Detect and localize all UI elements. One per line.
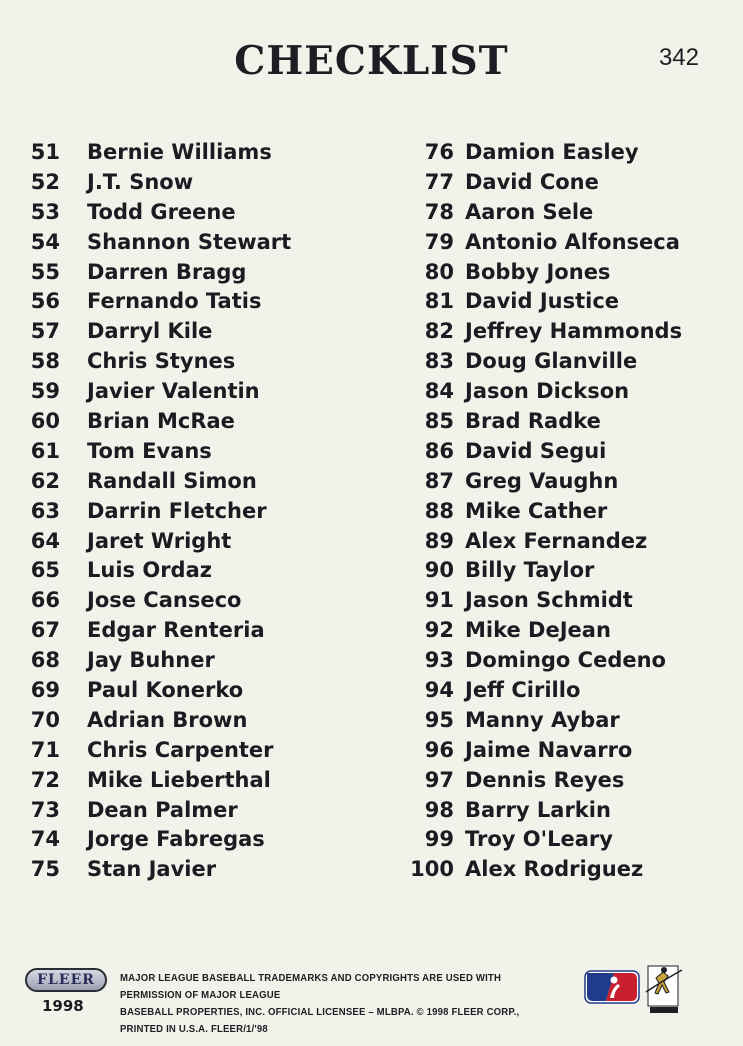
- checklist-row: [30, 585, 291, 615]
- checklist-row: [30, 376, 291, 406]
- player-name: Troy O'Leary: [465, 827, 613, 852]
- card-entry-number: 61: [30, 438, 60, 463]
- card-entry-number: 96: [424, 737, 454, 762]
- checklist-row: [30, 705, 291, 735]
- card-entry-number: 62: [30, 468, 60, 493]
- card-entry-number: 54: [30, 229, 60, 254]
- checklist-row: [30, 824, 291, 854]
- player-name: Jay Buhner: [87, 648, 215, 673]
- player-name: Randall Simon: [87, 468, 257, 493]
- player-name: Todd Greene: [87, 199, 236, 224]
- card-entry-number: 64: [30, 528, 60, 553]
- page-title: CHECKLIST: [234, 38, 509, 84]
- legal-text: [120, 970, 543, 1038]
- checklist-row: [408, 227, 682, 257]
- checklist-row: [408, 197, 682, 227]
- card-entry-number: 59: [30, 379, 60, 404]
- card-entry-number: 97: [424, 767, 454, 792]
- checklist-row: [408, 376, 682, 406]
- card-entry-number: 60: [30, 408, 60, 433]
- checklist-row: [30, 735, 291, 765]
- card-entry-number: 93: [424, 648, 454, 673]
- card-entry-number: 72: [30, 767, 60, 792]
- checklist-row: [30, 227, 291, 257]
- checklist-row: [30, 197, 291, 227]
- player-name: David Segui: [465, 438, 607, 463]
- player-name: Jaime Navarro: [465, 737, 633, 762]
- card-entry-number: 70: [30, 707, 60, 732]
- card-entry-number: 99: [424, 827, 454, 852]
- card-entry-number: 76: [424, 139, 454, 164]
- card-entry-number: 89: [424, 528, 454, 553]
- checklist-row: [30, 675, 291, 705]
- checklist-row: [30, 316, 291, 346]
- card-entry-number: 73: [30, 797, 60, 822]
- card-entry-number: 65: [30, 558, 60, 583]
- player-name: Edgar Renteria: [87, 618, 265, 643]
- card-entry-number: 52: [30, 169, 60, 194]
- card-entry-number: 67: [30, 618, 60, 643]
- card-entry-number: 88: [424, 498, 454, 523]
- checklist-row: [30, 765, 291, 795]
- card-entry-number: 79: [424, 229, 454, 254]
- footer: [0, 958, 743, 1035]
- card-entry-number: 66: [30, 588, 60, 613]
- player-name: Dennis Reyes: [465, 767, 625, 792]
- card-entry-number: 87: [424, 468, 454, 493]
- checklist-row: [408, 346, 682, 376]
- checklist-row: [408, 257, 682, 287]
- player-name: Darrin Fletcher: [87, 498, 267, 523]
- card-entry-number: 98: [424, 797, 454, 822]
- player-name: Chris Stynes: [87, 349, 236, 374]
- checklist-row: [408, 555, 682, 585]
- player-name: Tom Evans: [87, 438, 212, 463]
- player-name: Bernie Williams: [87, 139, 272, 164]
- checklist-row: [30, 615, 291, 645]
- checklist-row: [30, 346, 291, 376]
- player-name: Aaron Sele: [465, 199, 594, 224]
- card-entry-number: 100: [410, 857, 454, 882]
- checklist-row: [30, 496, 291, 526]
- checklist-row: [30, 795, 291, 825]
- checklist-row: [30, 406, 291, 436]
- card-entry-number: 77: [424, 169, 454, 194]
- player-name: Jason Dickson: [465, 379, 630, 404]
- player-name: Jorge Fabregas: [87, 827, 265, 852]
- checklist-row: [408, 615, 682, 645]
- player-name: Alex Fernandez: [465, 528, 648, 553]
- player-name: Dean Palmer: [87, 797, 238, 822]
- player-name: Paul Konerko: [87, 677, 244, 702]
- player-name: Jeff Cirillo: [465, 677, 581, 702]
- player-name: Shannon Stewart: [87, 229, 292, 254]
- checklist-row: [408, 466, 682, 496]
- card-entry-number: 82: [424, 319, 454, 344]
- player-name: Brad Radke: [465, 408, 601, 433]
- checklist-row: [408, 406, 682, 436]
- player-name: Darryl Kile: [87, 319, 213, 344]
- player-name: Bobby Jones: [465, 259, 611, 284]
- checklist-row: [408, 705, 682, 735]
- card-number: 342: [658, 44, 699, 71]
- card-entry-number: 75: [30, 857, 60, 882]
- card-entry-number: 78: [424, 199, 454, 224]
- card-entry-number: 53: [30, 199, 60, 224]
- checklist-row: [408, 526, 682, 556]
- player-name: Mike DeJean: [465, 618, 611, 643]
- player-name: Javier Valentin: [87, 379, 260, 404]
- card-entry-number: 83: [424, 349, 454, 374]
- player-name: Greg Vaughn: [465, 468, 619, 493]
- player-name: Domingo Cedeno: [465, 648, 666, 673]
- card-entry-number: 74: [30, 827, 60, 852]
- card-entry-number: 71: [30, 737, 60, 762]
- card-entry-number: 85: [424, 408, 454, 433]
- player-name: Jason Schmidt: [465, 588, 633, 613]
- player-name: Stan Javier: [87, 857, 217, 882]
- card-entry-number: 81: [424, 289, 454, 314]
- checklist-row: [408, 167, 682, 197]
- player-name: Doug Glanville: [465, 349, 638, 374]
- checklist-row: [408, 735, 682, 765]
- card-entry-number: 69: [30, 677, 60, 702]
- card-entry-number: 80: [424, 259, 454, 284]
- player-name: Chris Carpenter: [87, 737, 274, 762]
- player-name: J.T. Snow: [87, 169, 194, 194]
- player-name: Mike Lieberthal: [87, 767, 271, 792]
- checklist-left-column: [30, 137, 291, 884]
- fleer-year: 1998: [42, 997, 84, 1015]
- card-entry-number: 63: [30, 498, 60, 523]
- player-name: Jeffrey Hammonds: [465, 319, 683, 344]
- card-entry-number: 57: [30, 319, 60, 344]
- card-entry-number: 84: [424, 379, 454, 404]
- card-entry-number: 95: [424, 707, 454, 732]
- card-entry-number: 94: [424, 677, 454, 702]
- mlbpa-logo-icon: [642, 962, 686, 1016]
- checklist-row: [30, 167, 291, 197]
- player-name: Adrian Brown: [87, 707, 248, 732]
- fleer-brand-text: FLEER: [37, 972, 95, 988]
- player-name: Brian McRae: [87, 408, 235, 433]
- checklist-row: [408, 765, 682, 795]
- checklist-row: [408, 795, 682, 825]
- checklist-row: [30, 526, 291, 556]
- player-name: Jose Canseco: [87, 588, 242, 613]
- card-entry-number: 91: [424, 588, 454, 613]
- card-entry-number: 86: [424, 438, 454, 463]
- checklist-row: [408, 854, 682, 884]
- fleer-logo: [25, 968, 107, 992]
- checklist-row: [30, 137, 291, 167]
- checklist-row: [30, 645, 291, 675]
- checklist-row: [408, 824, 682, 854]
- checklist-row: [30, 555, 291, 585]
- card-entry-number: 68: [30, 648, 60, 673]
- player-name: Luis Ordaz: [87, 558, 212, 583]
- player-name: Damion Easley: [465, 139, 639, 164]
- checklist-row: [30, 257, 291, 287]
- checklist-right-column: [408, 137, 682, 884]
- player-name: Fernando Tatis: [87, 289, 262, 314]
- card-entry-number: 92: [424, 618, 454, 643]
- player-name: Darren Bragg: [87, 259, 247, 284]
- player-name: Jaret Wright: [87, 528, 232, 553]
- checklist-row: [408, 286, 682, 316]
- player-name: Mike Cather: [465, 498, 608, 523]
- checklist-row: [408, 436, 682, 466]
- card-entry-number: 58: [30, 349, 60, 374]
- player-name: Alex Rodriguez: [465, 857, 644, 882]
- player-name: Antonio Alfonseca: [465, 229, 680, 254]
- checklist-row: [30, 286, 291, 316]
- checklist-row: [408, 496, 682, 526]
- card-entry-number: 55: [30, 259, 60, 284]
- legal-line-2: BASEBALL PROPERTIES, INC. OFFICIAL LICENSEE – MLBPA. © 1998 FLEER CORP., PRINTED IN U.S.A. FLEER/1/'98: [120, 1007, 520, 1035]
- player-name: David Cone: [465, 169, 599, 194]
- legal-line-1: MAJOR LEAGUE BASEBALL TRADEMARKS AND COPYRIGHTS ARE USED WITH PERMISSION OF MAJOR LEAGUE: [120, 973, 502, 1001]
- player-name: Billy Taylor: [465, 558, 595, 583]
- player-name: Barry Larkin: [465, 797, 611, 822]
- card-entry-number: 51: [30, 139, 60, 164]
- mlb-logo-icon: [584, 970, 640, 1004]
- checklist-row: [408, 675, 682, 705]
- checklist-row: [408, 585, 682, 615]
- checklist-row: [30, 436, 291, 466]
- checklist-row: [408, 316, 682, 346]
- checklist-row: [30, 854, 291, 884]
- player-name: David Justice: [465, 289, 620, 314]
- checklist-row: [408, 645, 682, 675]
- card-entry-number: 56: [30, 289, 60, 314]
- player-name: Manny Aybar: [465, 707, 620, 732]
- checklist-row: [408, 137, 682, 167]
- card-entry-number: 90: [424, 558, 454, 583]
- checklist-row: [30, 466, 291, 496]
